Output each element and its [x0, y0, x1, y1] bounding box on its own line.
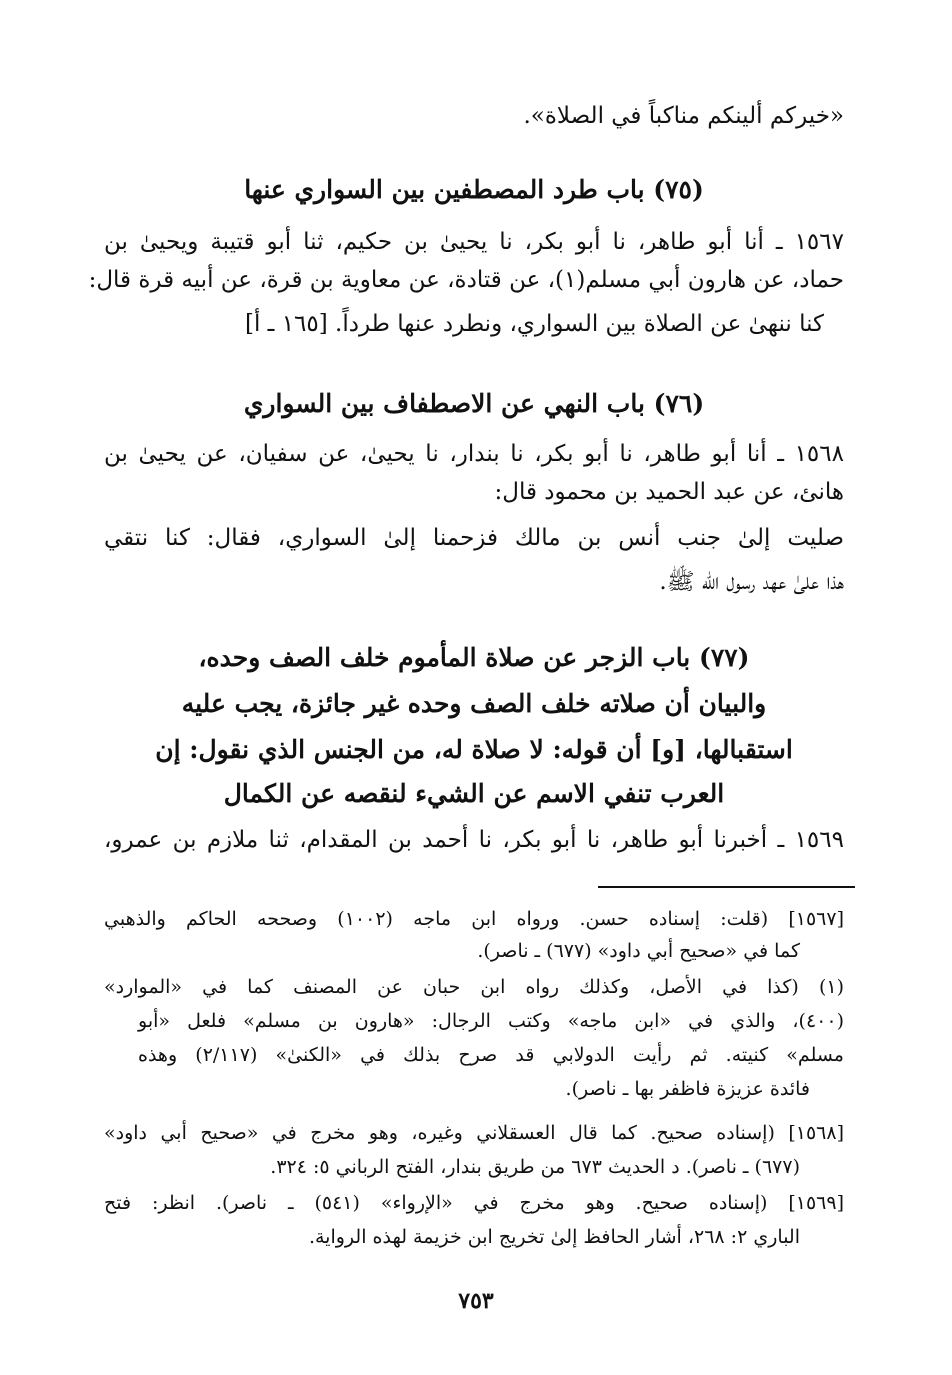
chapter-heading-77-line-3: استقبالها، [و] أن قوله: لا صلاة له، من الجنس الذي نقول: إن — [155, 735, 793, 764]
footnote-1-line-4: فائدة عزيزة فاظفر بها ـ ناصر). — [565, 1078, 810, 1100]
footnote-1569-line-2: الباري ٢: ٢٦٨، أشار الحافظ إلىٰ تخريج ابن خزيمة لهذه الرواية. — [308, 1226, 800, 1248]
footnote-1-line-3: مسلم» كنيته. ثم رأيت الدولابي قد صرح بذلك في «الكنىٰ» (٢/١١٧) وهذه — [138, 1044, 844, 1066]
chapter-heading-77-line-2: والبيان أن صلاته خلف الصف وحده غير جائزة، يجب عليه — [181, 689, 767, 718]
hadith-1567-chain-line-1: ١٥٦٧ ـ أنا أبو طاهر، نا أبو بكر، نا يحيىٰ بن حكيم، ثنا أبو قتيبة ويحيىٰ بن — [104, 229, 844, 255]
hadith-1567-chain-line-2: حماد، عن هارون أبي مسلم(١)، عن قتادة، عن معاوية بن قرة، عن أبيه قرة قال: — [88, 267, 844, 293]
chapter-heading-75: (٧٥) باب طرد المصطفين بين السواري عنها — [244, 175, 704, 204]
footnote-1567-line-2: كما في «صحيح أبي داود» (٦٧٧) ـ ناصر). — [477, 940, 800, 962]
page-number: ٧٥٣ — [458, 1288, 494, 1314]
hadith-1567-text: كنا ننهىٰ عن الصلاة بين السواري، ونطرد عنها طرداً. [١٦٥ ـ أ] — [244, 311, 824, 337]
footnote-1568-line-1: [١٥٦٨] (إسناده صحيح. كما قال العسقلاني وغيره، وهو مخرج في «صحيح أبي داود» — [104, 1122, 844, 1144]
footnote-1568-line-2: (٦٧٧) ـ ناصر). د الحديث ٦٧٣ من طريق بندار، الفتح الرباني ٥: ٣٢٤. — [270, 1156, 800, 1178]
hadith-1568-chain-line-2: هانئ، عن عبد الحميد بن محمود قال: — [494, 479, 844, 505]
hadith-1568-text-line-1: صليت إلىٰ جنب أنس بن مالك فزحمنا إلىٰ السواري، فقال: كنا نتقي — [104, 525, 844, 551]
footnote-separator — [598, 886, 855, 888]
footnote-1569-line-1: [١٥٦٩] (إسناده صحيح. وهو مخرج في «الإرواء» (٥٤١) ـ ناصر). انظر: فتح — [104, 1192, 844, 1214]
footnote-1567-line-1: [١٥٦٧] (قلت: إسناده حسن. ورواه ابن ماجه (١٠٠٢) وصححه الحاكم والذهبي — [104, 908, 844, 930]
hadith-1568-chain-line-1: ١٥٦٨ ـ أنا أبو طاهر، نا أبو بكر، نا بندار، نا يحيىٰ، عن سفيان، عن يحيىٰ بن — [104, 441, 844, 467]
chapter-heading-77-line-4: العرب تنفي الاسم عن الشيء لنقصه عن الكمال — [223, 779, 725, 808]
footnote-1-line-2: (٤٠٠)، والذي في «ابن ماجه» وكتب الرجال: «هارون بن مسلم» فلعل «أبو — [138, 1010, 844, 1032]
chapter-heading-76: (٧٦) باب النهي عن الاصطفاف بين السواري — [243, 389, 705, 418]
hadith-1569-chain-line-1: ١٥٦٩ ـ أخبرنا أبو طاهر، نا أبو بكر، نا أحمد بن المقدام، ثنا ملازم بن عمرو، — [104, 827, 844, 853]
intro-line: «خيركم ألينكم مناكباً في الصلاة». — [523, 103, 844, 129]
chapter-heading-77-line-1: (٧٧) باب الزجر عن صلاة المأموم خلف الصف وحده، — [198, 643, 750, 672]
hadith-1568-text-line-2: هذا علىٰ عهد رسول الله ﷺ. — [659, 569, 844, 595]
footnote-1-line-1: (١) (كذا في الأصل، وكذلك رواه ابن حبان عن المصنف كما في «الموارد» — [104, 976, 844, 998]
